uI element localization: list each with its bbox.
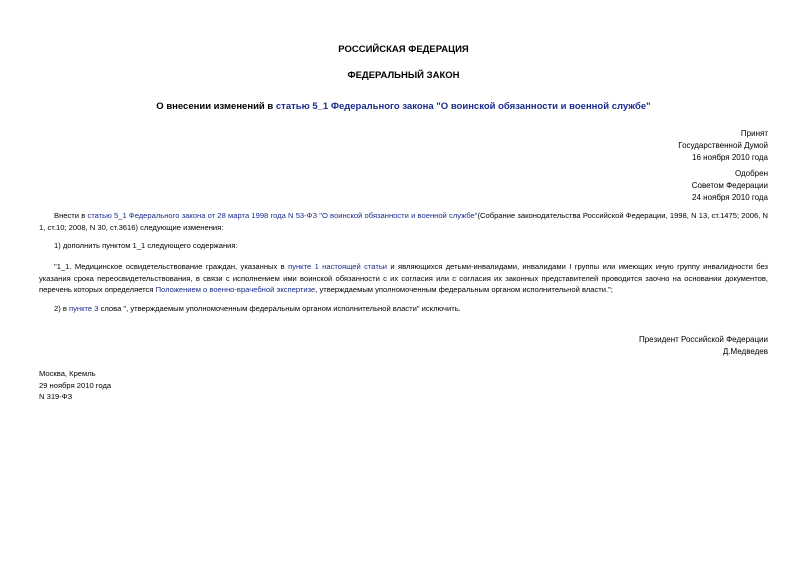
adopted-body: Государственной Думой (678, 141, 768, 150)
paragraph-intro (39, 210, 768, 233)
approved-body: Советом Федерации (691, 181, 768, 190)
point-1-link[interactable]: пункте 1 настоящей статьи (288, 262, 388, 271)
place-date: 29 ноября 2010 года (39, 380, 112, 390)
country-heading: РОССИЙСКАЯ ФЕДЕРАЦИЯ (338, 44, 469, 55)
approved-date: 24 ноября 2010 года (692, 193, 768, 202)
place-date-block (39, 368, 111, 403)
paragraph-quote (39, 261, 768, 296)
law-title-prefix: О внесении изменений в (156, 101, 276, 112)
paragraph-item-2-prefix: 2) в (54, 304, 70, 313)
paragraph-quote-prefix: "1_1. Медицинское освидетельствование граждан, указанных в (54, 262, 289, 271)
paragraph-quote-middle: и являющихся детьми-инвалидами, инвалидами I группы или имеющих иную группу инвалидности без указания срока переосвидетельствования, в связи с исполнением ими воинской обязанности с их согласия или с согласия их законных представителей проводится заочно на основании документов, перечень которых определяется (39, 262, 768, 294)
paragraph-intro-prefix: Внести в (54, 211, 88, 220)
regulation-link[interactable]: Положением о военно-врачебной экспертизе (155, 285, 316, 294)
paragraph-intro-suffix: (Собрание законодательства Российской Федерации, 1998, N 13, ст.1475; 2006, N 1, ст.10; 2008, N 30, ст.3616) следующие изменения: (39, 211, 768, 232)
adopted-block (678, 128, 768, 164)
signature-block (639, 334, 768, 358)
doc-type-heading: ФЕДЕРАЛЬНЫЙ ЗАКОН (347, 70, 460, 81)
signature-position: Президент Российской Федерации (638, 335, 768, 344)
paragraph-item-2-suffix: слова ", утверждаемым уполномоченным федеральным органом исполнительной власти" исключить. (98, 304, 461, 313)
law-title (0, 101, 807, 112)
approved-label: Одобрен (734, 169, 768, 178)
adopted-date: 16 ноября 2010 года (692, 153, 768, 162)
law-title-link[interactable]: статью 5_1 Федерального закона "О воинской обязанности и военной службе" (275, 101, 651, 112)
adopted-label: Принят (740, 129, 768, 138)
law-number: N 319-ФЗ (39, 392, 73, 401)
place-city: Москва, Кремль (39, 369, 96, 378)
paragraph-item-1: 1) дополнить пунктом 1_1 следующего содержания: (54, 241, 238, 250)
paragraph-quote-suffix: , утверждаемым уполномоченным федеральным органом исполнительной власти."; (315, 285, 613, 294)
point-3-link[interactable]: пункте 3 (69, 304, 99, 313)
article-link[interactable]: статью 5_1 Федерального закона от 28 марта 1998 года N 53-ФЗ "О воинской обязанности и военной службе" (87, 211, 478, 220)
signature-name: Д.Медведев (722, 347, 768, 356)
paragraph-item-2 (39, 303, 768, 315)
approved-block (692, 168, 768, 204)
